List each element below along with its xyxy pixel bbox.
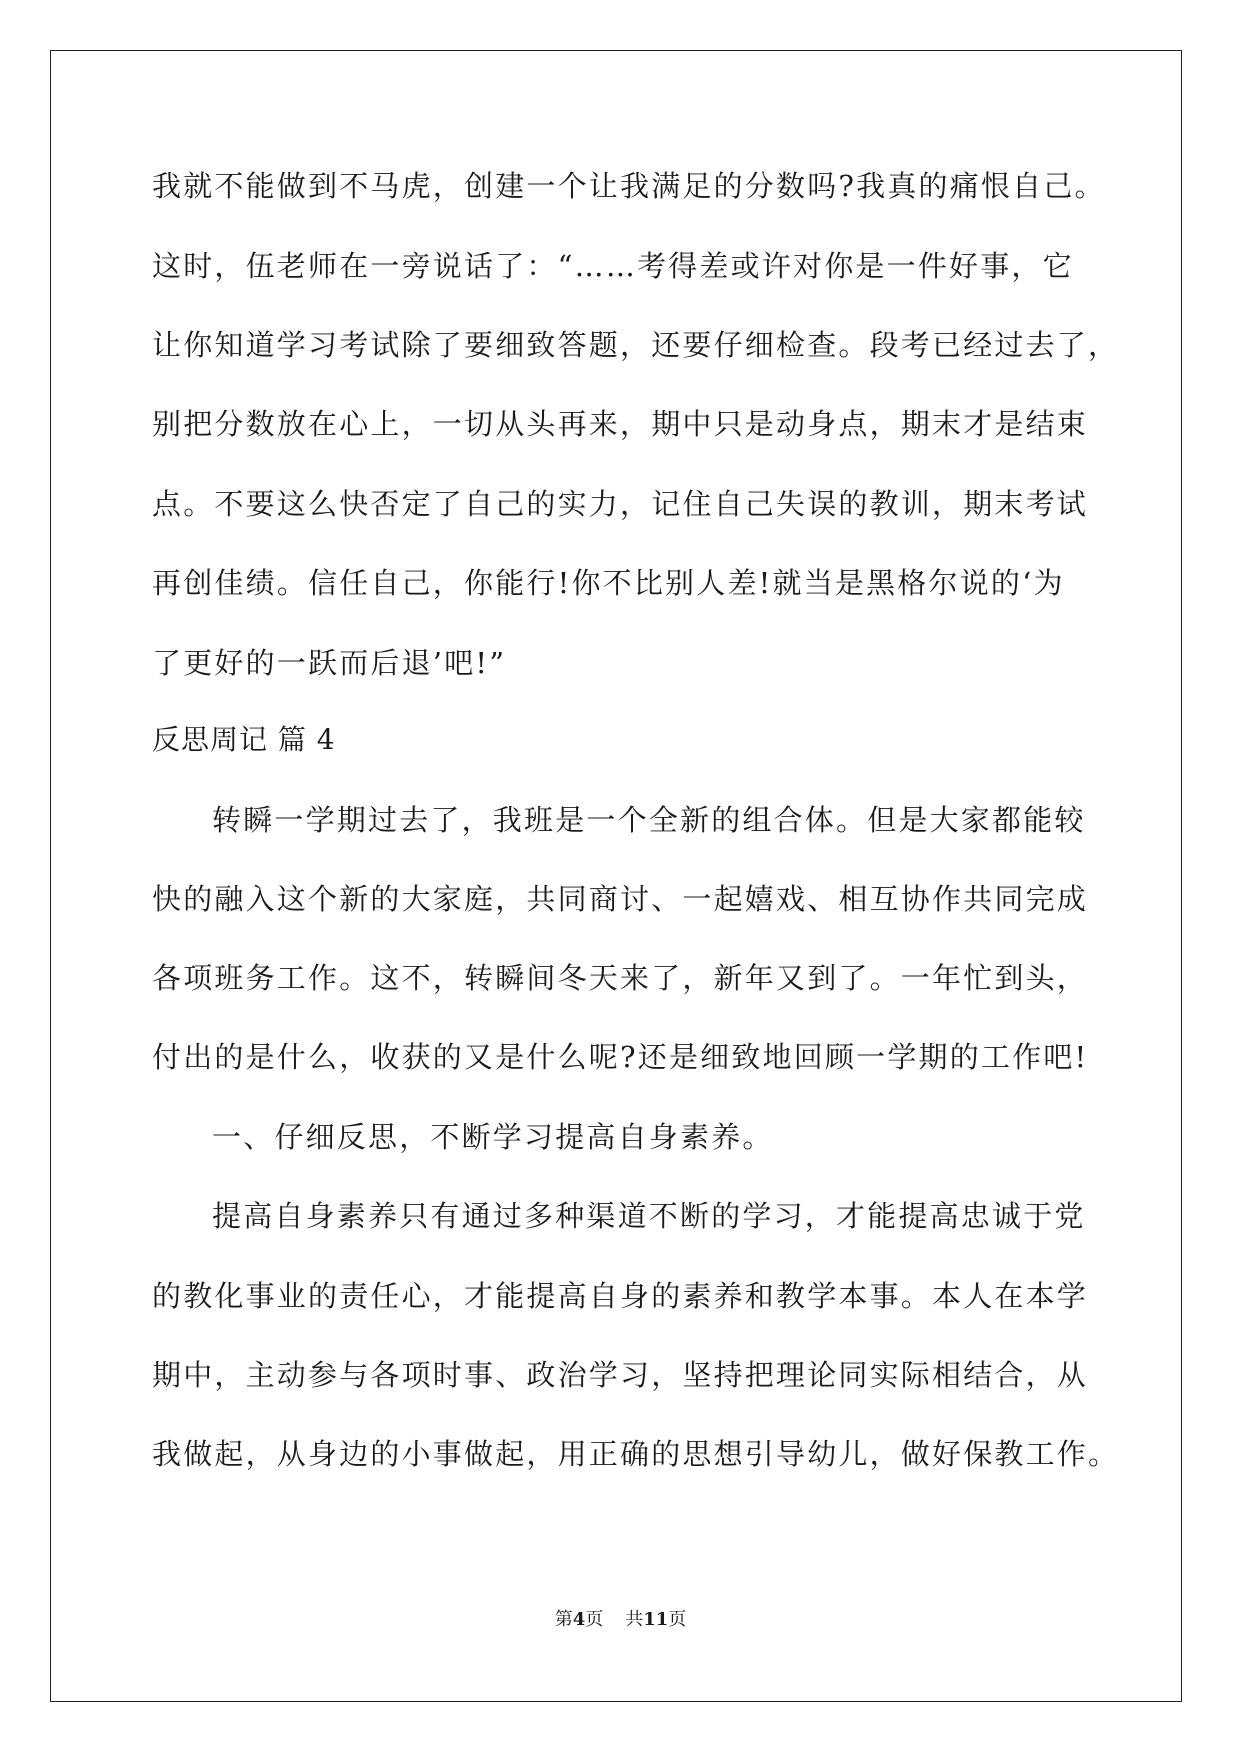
paragraph-line: 各项班务工作。这不，转瞬间冬天来了，新年又到了。一年忙到头， (152, 961, 1089, 995)
paragraph-line: 了更好的一跃而后退’吧!” (152, 646, 507, 680)
paragraph-line: 我就不能做到不马虎，创建一个让我满足的分数吗?我真的痛恨自己。 (152, 169, 1106, 203)
paragraph-line: 转瞬一学期过去了，我班是一个全新的组合体。但是大家都能较 (212, 803, 1086, 837)
subsection-heading: 一、仔细反思，不断学习提高自身素养。 (212, 1120, 774, 1154)
section-heading: 反思周记 篇 4 (152, 723, 336, 756)
page-footer (0, 1608, 1241, 1632)
paragraph-line: 这时，伍老师在一旁说话了：“……考得差或许对你是一件好事，它 (152, 249, 1074, 283)
paragraph-line: 点。不要这么快否定了自己的实力，记住自己失误的教训，期末考试 (152, 487, 1089, 521)
page-suffix: 页 (585, 1609, 604, 1630)
paragraph-line: 期中，主动参与各项时事、政治学习，坚持把理论同实际相结合，从 (152, 1358, 1089, 1392)
page-number: 4 (572, 1609, 586, 1630)
paragraph-line: 快的融入这个新的大家庭，共同商讨、一起嬉戏、相互协作共同完成 (152, 882, 1089, 916)
total-prefix: 共 (625, 1609, 644, 1630)
paragraph-line: 的教化事业的责任心，才能提高自身的素养和教学本事。本人在本学 (152, 1279, 1089, 1313)
paragraph-line: 再创佳绩。信任自己，你能行!你不比别人差!就当是黑格尔说的‘为 (152, 566, 1065, 600)
paragraph-line: 付出的是什么，收获的又是什么呢?还是细致地回顾一学期的工作吧! (152, 1040, 1089, 1074)
paragraph-line: 让你知道学习考试除了要细致答题，还要仔细检查。段考已经过去了， (152, 328, 1120, 362)
total-suffix: 页 (668, 1609, 687, 1630)
total-pages: 11 (643, 1609, 669, 1630)
paragraph-line: 我做起，从身边的小事做起，用正确的思想引导幼儿，做好保教工作。 (152, 1437, 1120, 1471)
page-prefix: 第 (554, 1609, 573, 1630)
paragraph-line: 提高自身素养只有通过多种渠道不断的学习，才能提高忠诚于党 (212, 1199, 1086, 1233)
paragraph-line: 别把分数放在心上，一切从头再来，期中只是动身点，期末才是结束 (152, 407, 1089, 441)
